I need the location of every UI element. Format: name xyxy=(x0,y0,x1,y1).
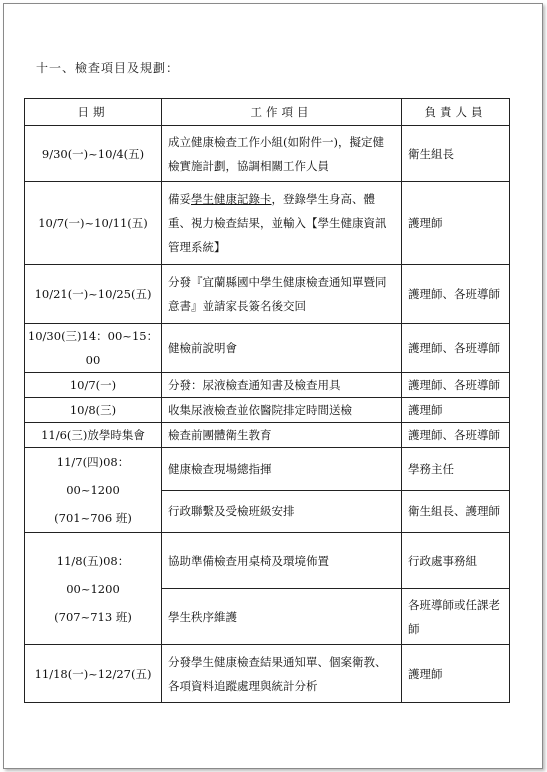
row-task-prefix: 備妥 xyxy=(168,192,191,206)
row-task: 成立健康檢查工作小組(如附件一)，擬定健檢實施計劃，協調相關工作人員 xyxy=(162,126,402,182)
header-task: 工作項目 xyxy=(162,99,402,126)
table-row xyxy=(25,533,510,589)
schedule-table xyxy=(24,98,510,703)
section-title: 十一、檢查項目及規劃： xyxy=(36,61,180,75)
row-task: 檢查前團體衛生教育 xyxy=(162,423,402,448)
row-owner: 各班導師或任課老師 xyxy=(402,589,510,645)
table-row xyxy=(25,373,510,398)
row-owner: 衛生組長、護理師 xyxy=(402,490,510,533)
row-owner: 行政處事務組 xyxy=(402,533,510,589)
table-row xyxy=(25,448,510,491)
row-date: 10/7(一)~10/11(五) xyxy=(25,182,162,265)
day2-classes: (707~713 班) xyxy=(54,609,132,624)
row-task: 協助準備檢查用桌椅及環境佈置 xyxy=(162,533,402,589)
header-date: 日期 xyxy=(25,99,162,126)
row-date: 10/7(一) xyxy=(25,373,162,398)
day1-classes: (701~706 班) xyxy=(54,511,132,525)
row-owner: 學務主任 xyxy=(402,448,510,491)
table-row xyxy=(25,645,510,703)
table-row xyxy=(25,398,510,423)
table-row xyxy=(25,182,510,265)
row-date: 9/30(一)~10/4(五) xyxy=(25,126,162,182)
row-owner: 護理師、各班導師 xyxy=(402,423,510,448)
table-row xyxy=(25,423,510,448)
row-task: 收集尿液檢查並依醫院排定時間送檢 xyxy=(162,398,402,423)
row-task: 分發：尿液檢查通知書及檢查用具 xyxy=(162,373,402,398)
row-owner: 護理師 xyxy=(402,398,510,423)
row-task-suffix: ，登錄學生身高、體重、視力檢查結果，並輸入【學生健康資訊管理系統】 xyxy=(168,192,387,254)
day1-date-cell xyxy=(25,448,162,533)
row-task: 健康檢查現場總指揮 xyxy=(162,448,402,491)
row-date: 11/6(三)放學時集會 xyxy=(25,423,162,448)
row-date: 11/18(一)~12/27(五) xyxy=(25,645,162,703)
header-owner: 負責人員 xyxy=(402,99,510,126)
row-date: 10/30(三)14：00~15：00 xyxy=(25,324,162,373)
table-row xyxy=(25,324,510,373)
table-row xyxy=(25,126,510,182)
row-task: 健檢前說明會 xyxy=(162,324,402,373)
day1-date: 11/7(四)08：00~1200 xyxy=(56,455,130,497)
table-header-row xyxy=(25,99,510,126)
day2-date-cell xyxy=(25,533,162,645)
row-owner: 衛生組長 xyxy=(402,126,510,182)
row-date: 10/21(一)~10/25(五) xyxy=(25,265,162,324)
row-owner: 護理師 xyxy=(402,182,510,265)
row-task xyxy=(162,182,402,265)
row-owner: 護理師、各班導師 xyxy=(402,373,510,398)
row-task: 分發學生健康檢查結果通知單、個案衛教、各項資料追蹤處理與統計分析 xyxy=(162,645,402,703)
day2-date: 11/8(五)08：00~1200 xyxy=(56,553,130,596)
row-owner: 護理師、各班導師 xyxy=(402,265,510,324)
row-task: 行政聯繫及受檢班級安排 xyxy=(162,490,402,533)
row-date: 10/8(三) xyxy=(25,398,162,423)
row-task: 分發『宜蘭縣國中學生健康檢查通知單暨同意書』並請家長簽名後交回 xyxy=(162,265,402,324)
table-row xyxy=(25,265,510,324)
health-record-card-text: 學生健康記錄卡 xyxy=(191,192,272,206)
row-task: 學生秩序維護 xyxy=(162,589,402,645)
row-owner: 護理師 xyxy=(402,645,510,703)
row-owner: 護理師、各班導師 xyxy=(402,324,510,373)
